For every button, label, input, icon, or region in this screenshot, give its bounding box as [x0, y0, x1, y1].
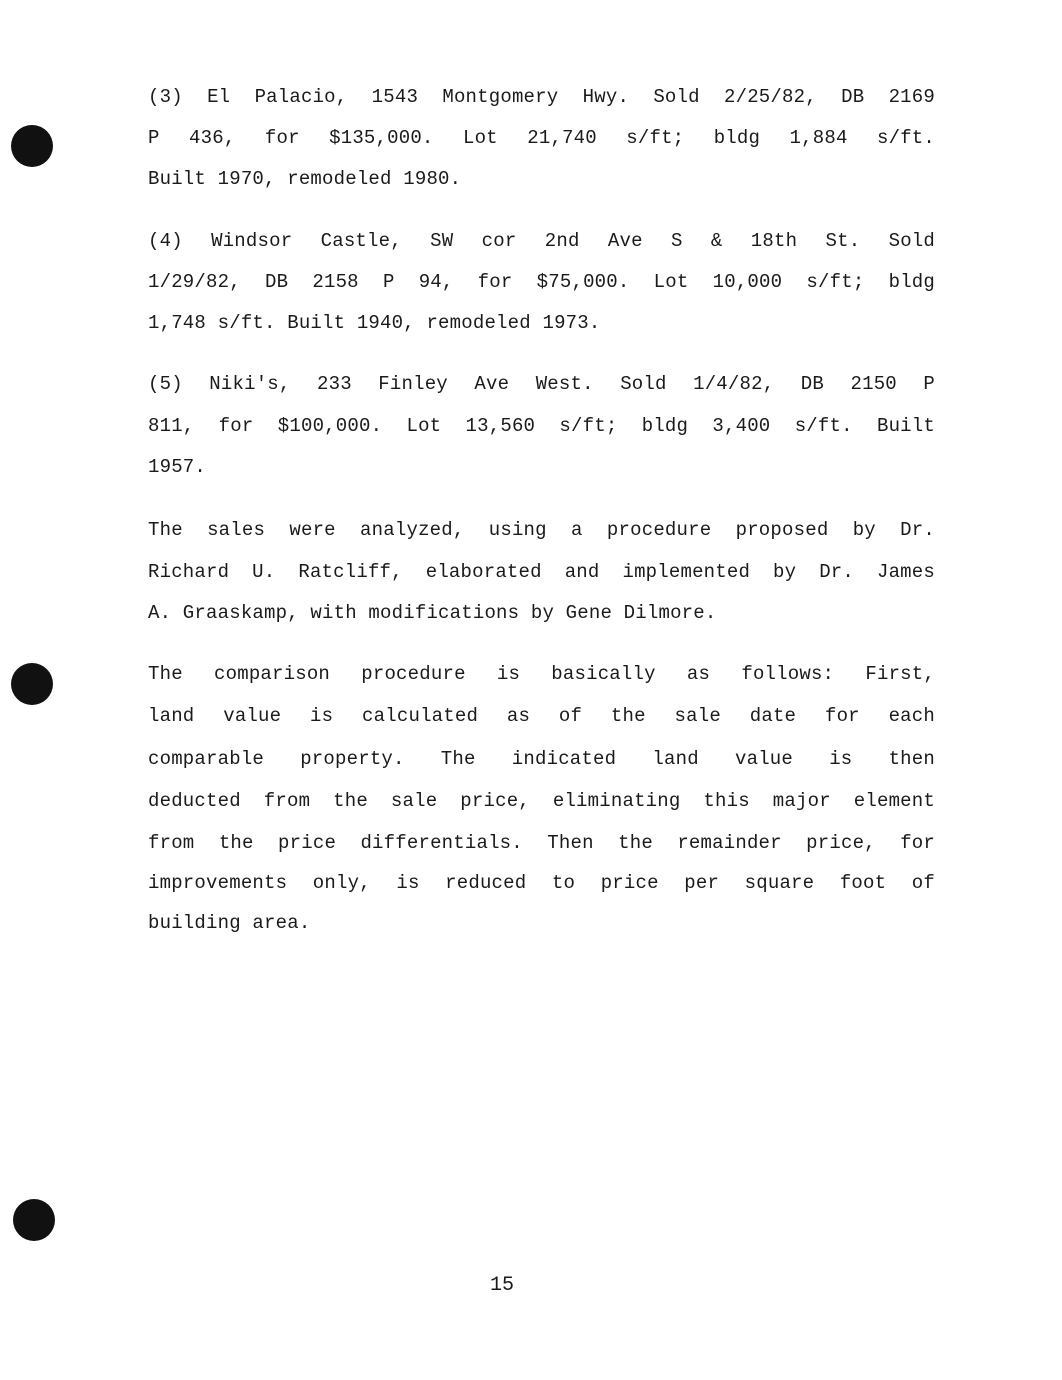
text-line: improvements only, is reduced to price per square foot of [148, 872, 935, 894]
text-line: building area. [148, 912, 311, 934]
text-line: A. Graaskamp, with modifications by Gene Dilmore. [148, 602, 717, 624]
text-line: Built 1970, remodeled 1980. [148, 168, 462, 190]
text-line: deducted from the sale price, eliminating this major element [148, 790, 935, 812]
text-line: P 436, for $135,000. Lot 21,740 s/ft; bldg 1,884 s/ft. [148, 127, 935, 149]
text-line: 1/29/82, DB 2158 P 94, for $75,000. Lot 10,000 s/ft; bldg [148, 271, 935, 293]
text-line: (3) El Palacio, 1543 Montgomery Hwy. Sold 2/25/82, DB 2169 [148, 86, 935, 108]
punch-hole-middle [11, 663, 53, 705]
text-line: 811, for $100,000. Lot 13,560 s/ft; bldg 3,400 s/ft. Built [148, 415, 935, 437]
text-line: from the price differentials. Then the remainder price, for [148, 832, 935, 854]
text-line: The comparison procedure is basically as follows: First, [148, 663, 935, 685]
text-line: (5) Niki's, 233 Finley Ave West. Sold 1/4/82, DB 2150 P [148, 373, 935, 395]
text-line: 1,748 s/ft. Built 1940, remodeled 1973. [148, 312, 601, 334]
punch-hole-top [11, 125, 53, 167]
text-line: 1957. [148, 456, 207, 478]
text-line: The sales were analyzed, using a procedure proposed by Dr. [148, 519, 935, 541]
text-line: (4) Windsor Castle, SW cor 2nd Ave S & 18th St. Sold [148, 230, 935, 252]
page-number: 15 [490, 1274, 515, 1297]
text-line: Richard U. Ratcliff, elaborated and implemented by Dr. James [148, 561, 935, 583]
punch-hole-bottom [13, 1199, 55, 1241]
text-line: comparable property. The indicated land value is then [148, 748, 935, 770]
text-line: land value is calculated as of the sale date for each [148, 705, 935, 727]
